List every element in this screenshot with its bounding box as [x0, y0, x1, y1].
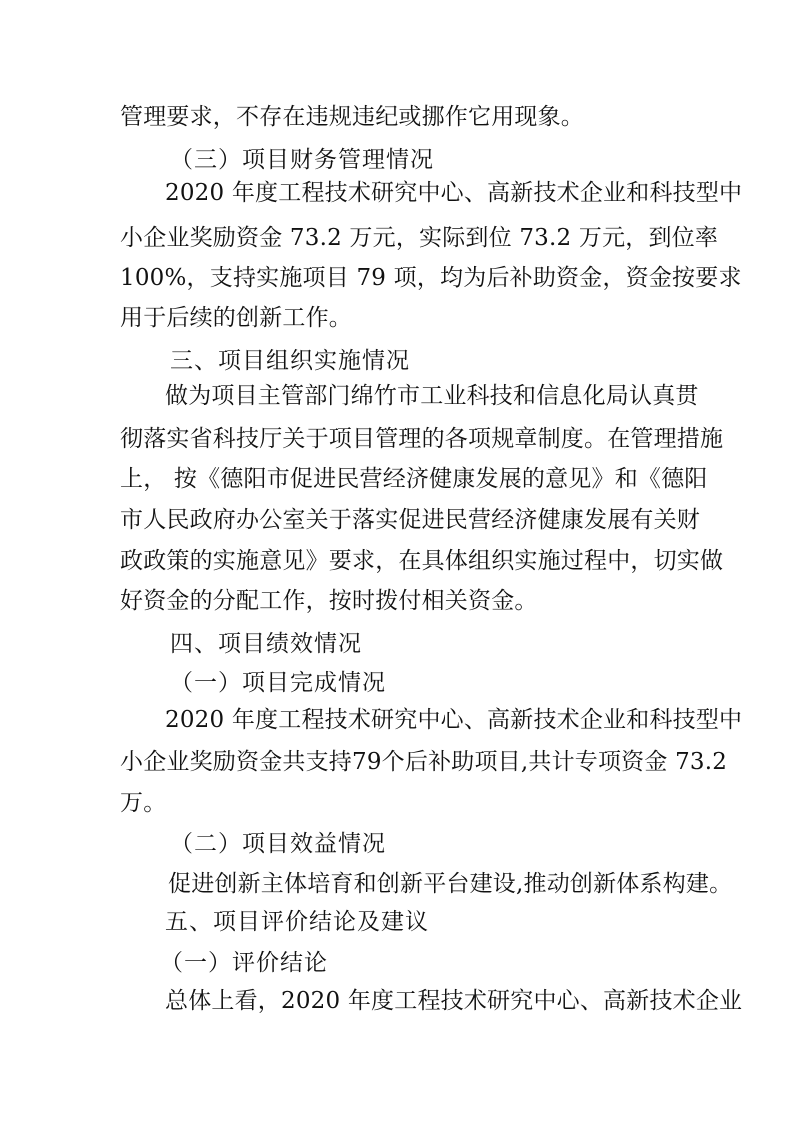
paragraph-line: 小企业奖励资金共支持79个后补助项目,共计专项资金 73.2	[120, 749, 728, 775]
section-heading: （三）项目财务管理情况	[170, 147, 434, 173]
paragraph-line: 2020 年度工程技术研究中心、高新技术企业和科技型中	[165, 180, 743, 206]
paragraph-line: 好资金的分配工作，按时拨付相关资金。	[120, 588, 538, 614]
paragraph-line: 万。	[120, 790, 167, 816]
paragraph-line: 上， 按《德阳市促进民营经济健康发展的意见》和《德阳	[120, 466, 708, 492]
paragraph-line: 管理要求，不存在违规违纪或挪作它用现象。	[120, 104, 584, 130]
paragraph-line: 2020 年度工程技术研究中心、高新技术企业和科技型中	[165, 707, 743, 733]
paragraph-line: 彻落实省科技厅关于项目管理的各项规章制度。在管理措施	[120, 426, 724, 452]
paragraph-line: 总体上看，2020 年度工程技术研究中心、高新技术企业	[165, 988, 743, 1014]
section-heading: （一）项目完成情况	[170, 670, 386, 696]
paragraph-line: 100%，支持实施项目 79 项，均为后补助资金，资金按要求	[120, 265, 742, 291]
paragraph-line: 促进创新主体培育和创新平台建设,推动创新体系构建。	[168, 871, 733, 897]
section-heading: 五、项目评价结论及建议	[165, 909, 429, 935]
section-heading: 四、项目绩效情况	[170, 631, 362, 657]
section-heading: 三、项目组织实施情况	[170, 348, 410, 374]
paragraph-line: 做为项目主管部门绵竹市工业科技和信息化局认真贯	[165, 383, 699, 409]
paragraph-line: 政政策的实施意见》要求，在具体组织实施过程中，切实做	[120, 548, 724, 574]
paragraph-line: 市人民政府办公室关于落实促进民营经济健康发展有关财	[120, 507, 700, 533]
section-heading: （一）评价结论	[160, 950, 328, 976]
paragraph-line: 小企业奖励资金 73.2 万元，实际到位 73.2 万元，到位率	[120, 225, 719, 251]
paragraph-line: 用于后续的创新工作。	[120, 305, 352, 331]
section-heading: （二）项目效益情况	[170, 831, 386, 857]
